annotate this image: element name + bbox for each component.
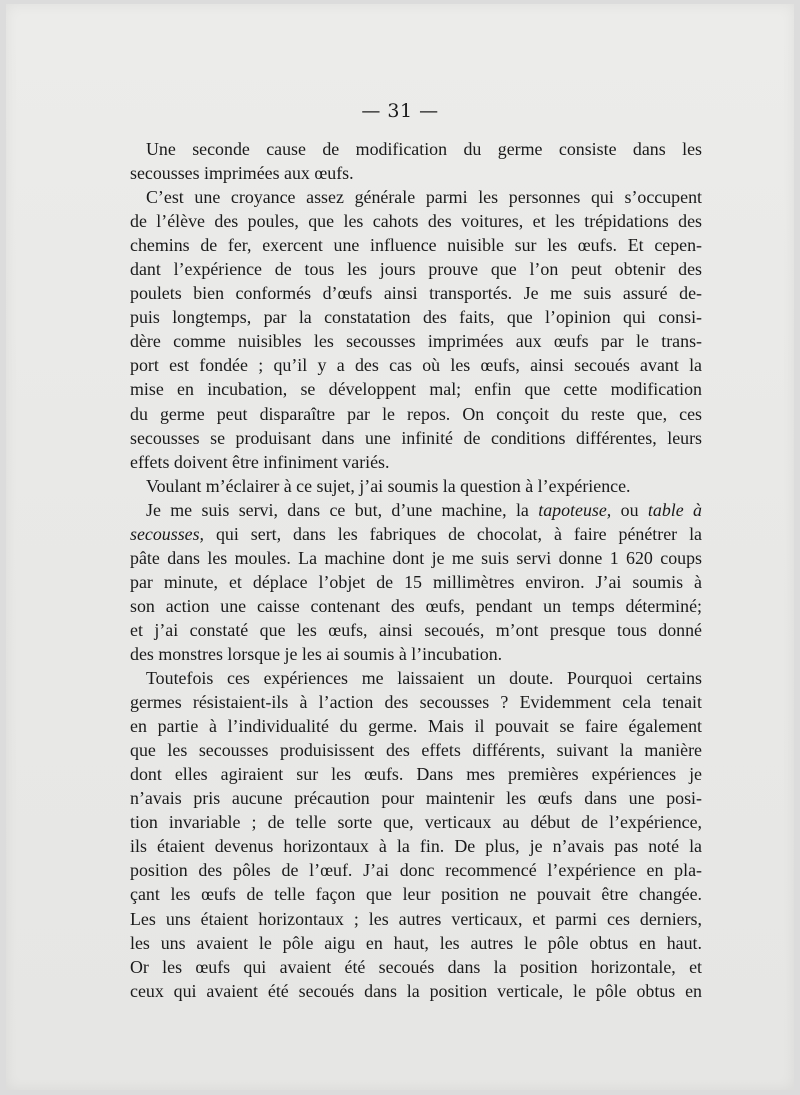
italic-term: secousses, — [130, 523, 205, 544]
text-line: que les secousses produisissent des effets différents, suivant la manière — [130, 740, 702, 761]
text-line: secousses imprimées aux œufs. — [130, 163, 354, 184]
text-line: Une seconde cause de modification du germe consiste dans les — [146, 139, 702, 159]
text-line-rich — [130, 522, 702, 546]
body-text — [130, 137, 702, 1003]
paragraph — [130, 185, 702, 474]
text-line: Voulant m’éclairer à ce sujet, j’ai soumis la question à l’expérience. — [146, 475, 631, 496]
text-line: effets doivent être infiniment variés. — [130, 451, 390, 472]
text-line: Or les œufs qui avaient été secoués dans la position horizontale, et — [130, 956, 702, 977]
text-line: çant les œufs de telle façon que leur position ne pouvait être changée. — [130, 884, 702, 905]
text-line: tion invariable ; de telle sorte que, verticaux au début de l’expérience, — [130, 812, 702, 833]
text-line: de l’élève des poules, que les cahots des voitures, et les trépidations des — [130, 211, 702, 232]
text-run: Je me suis servi, dans ce but, d’une machine, la — [146, 499, 539, 520]
text-line: les uns avaient le pôle aigu en haut, les autres le pôle obtus en haut. — [130, 932, 702, 953]
text-line: position des pôles de l’œuf. J’ai donc recommencé l’expérience en pla- — [130, 860, 702, 881]
paragraph — [130, 498, 702, 666]
text-line: C’est une croyance assez générale parmi les personnes qui s’occupent — [146, 187, 702, 208]
text-line: secousses se produisant dans une infinité de conditions différentes, leurs — [130, 427, 702, 448]
text-line: ils étaient devenus horizontaux à la fin. De plus, je n’avais pas noté la — [130, 836, 702, 857]
text-line: son action une caisse contenant des œufs, pendant un temps déterminé; — [130, 595, 702, 616]
text-line: port est fondée ; qu’il y a des cas où les œufs, ainsi secoués avant la — [130, 355, 702, 376]
text-line: et j’ai constaté que les œufs, ainsi secoués, m’ont presque tous donné — [130, 619, 702, 640]
text-run: ou — [611, 499, 648, 520]
text-line: Toutefois ces expériences me laissaient un doute. Pourquoi certains — [146, 668, 702, 689]
text-line: n’avais pris aucune précaution pour maintenir les œufs dans une posi- — [130, 788, 702, 809]
text-line: mise en incubation, se développent mal; enfin que cette modification — [130, 379, 702, 400]
text-line: poulets bien conformés d’œufs ainsi transportés. Je me suis assuré de- — [130, 283, 702, 304]
text-line: du germe peut disparaître par le repos. On conçoit du reste que, ces — [130, 403, 702, 424]
text-line: par minute, et déplace l’objet de 15 millimètres environ. J’ai soumis à — [130, 571, 702, 592]
text-line-rich — [130, 498, 702, 522]
text-line: ceux qui avaient été secoués dans la position verticale, le pôle obtus en — [130, 980, 702, 1001]
text-line: dère comme nuisibles les secousses imprimées aux œufs par le trans- — [130, 331, 702, 352]
paragraph — [130, 474, 702, 498]
text-line: dant l’expérience de tous les jours prouve que l’on peut obtenir des — [130, 259, 702, 280]
text-line: germes résistaient-ils à l’action des secousses ? Evidemment cela tenait — [130, 692, 702, 713]
paragraph — [130, 137, 702, 185]
italic-term: table à — [647, 499, 702, 520]
text-line: puis longtemps, par la constatation des faits, que l’opinion qui consi- — [130, 307, 702, 328]
text-line: pâte dans les moules. La machine dont je me suis servi donne 1 620 coups — [130, 547, 702, 568]
text-run: qui sert, dans les fabriques de chocolat, à faire pénétrer la — [204, 523, 702, 544]
text-line: dont elles agiraient sur les œufs. Dans mes premières expériences je — [130, 764, 702, 785]
italic-term: tapoteuse, — [538, 499, 612, 520]
text-line: des monstres lorsque je les ai soumis à l’incubation. — [130, 643, 503, 664]
page-number: — 31 — — [361, 100, 439, 122]
text-line: Les uns étaient horizontaux ; les autres verticaux, et parmi ces derniers, — [130, 908, 702, 929]
paragraph — [130, 666, 702, 1003]
text-line: chemins de fer, exercent une influence nuisible sur les œufs. Et cepen- — [130, 235, 702, 256]
text-line: en partie à l’individualité du germe. Mais il pouvait se faire également — [130, 716, 702, 737]
